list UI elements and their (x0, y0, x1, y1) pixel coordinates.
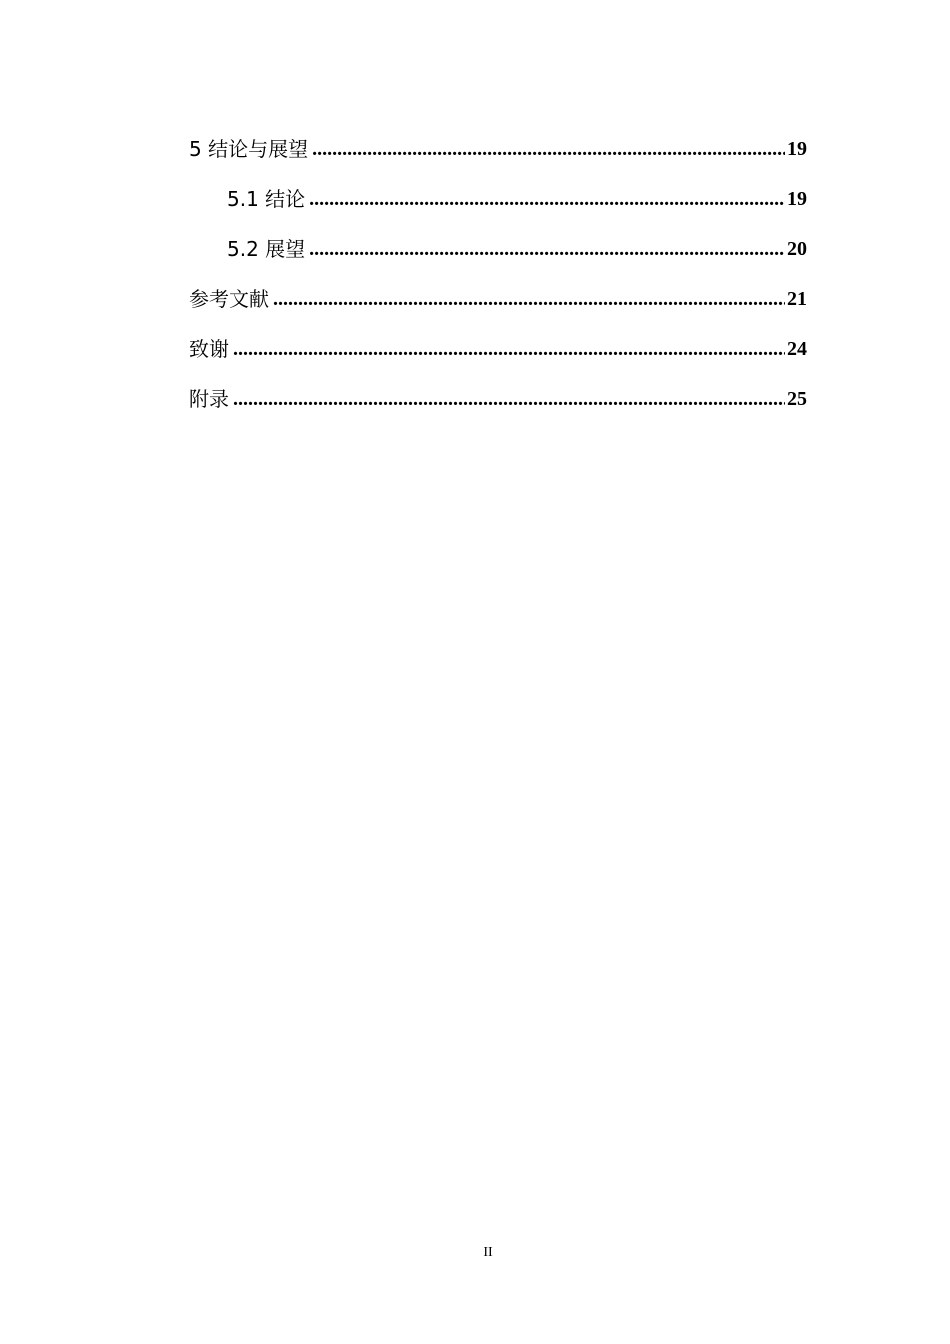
toc-entry-conclusion-outlook[interactable] (189, 124, 807, 174)
toc-entry-title: 参考文献 (189, 287, 269, 311)
toc-entry-page: 19 (787, 138, 807, 160)
toc-entry-outlook[interactable] (189, 224, 807, 274)
toc-entry-page: 20 (787, 238, 807, 260)
toc-dot-leader (233, 335, 785, 363)
toc-entry-page: 24 (787, 338, 807, 360)
toc-entry-title: 附录 (189, 387, 229, 411)
toc-entry-conclusion[interactable] (189, 174, 807, 224)
toc-dot-leader (312, 135, 785, 163)
toc-entry-title: 5.2 展望 (227, 237, 306, 261)
footer-page-number: II (483, 1245, 493, 1260)
toc-entry-references[interactable] (189, 274, 807, 324)
toc-entry-appendix[interactable] (189, 374, 807, 424)
toc-dot-leader (233, 385, 785, 413)
toc-entry-page: 21 (787, 288, 807, 310)
toc-entry-acknowledgements[interactable] (189, 324, 807, 374)
toc-dot-leader (309, 185, 785, 213)
table-of-contents (189, 124, 807, 424)
toc-dot-leader (309, 235, 785, 263)
toc-entry-title: 5.1 结论 (227, 187, 306, 211)
toc-dot-leader (273, 285, 785, 313)
toc-entry-title: 5 结论与展望 (189, 137, 309, 161)
toc-entry-page: 19 (787, 188, 807, 210)
toc-entry-title: 致谢 (189, 337, 229, 361)
toc-entry-page: 25 (787, 388, 807, 410)
